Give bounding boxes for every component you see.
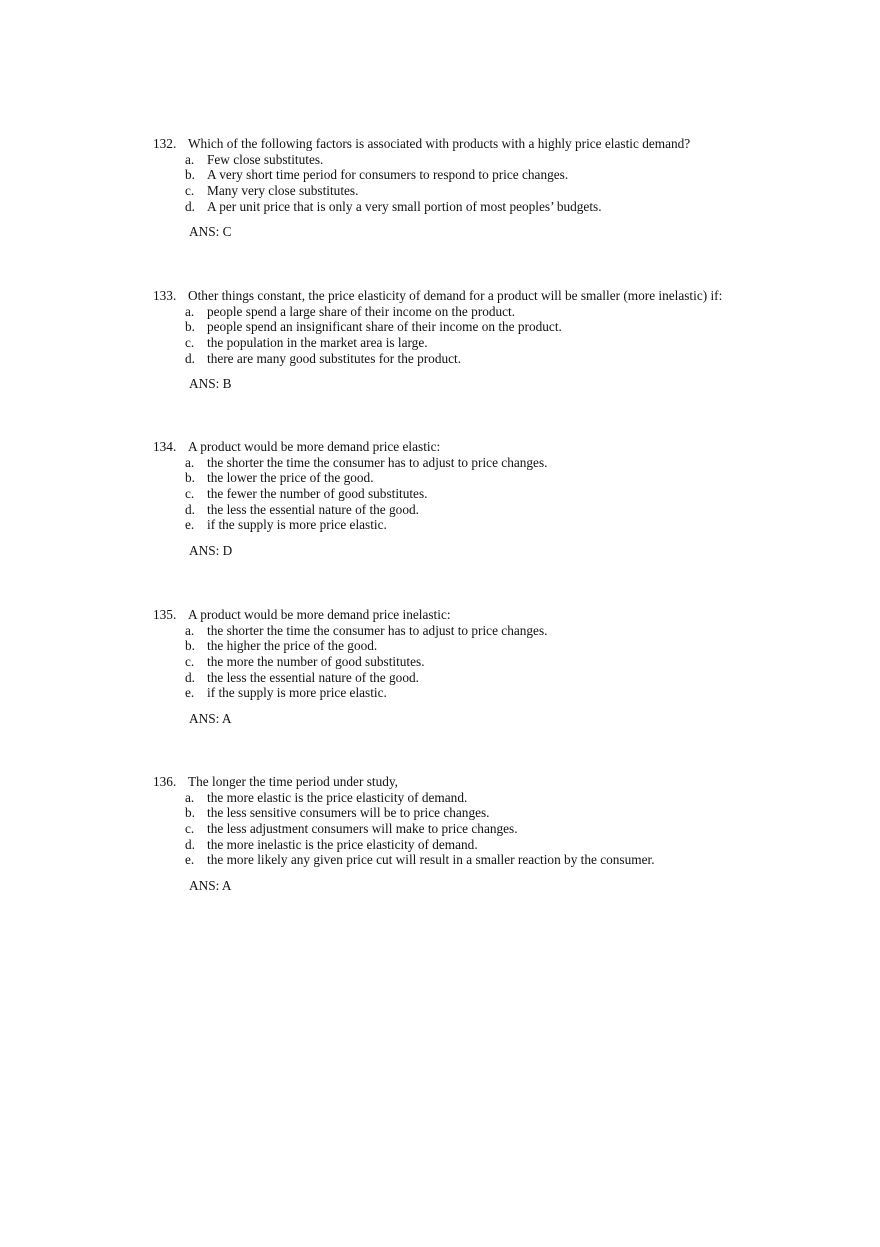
option-letter: d.	[185, 198, 195, 214]
answer-option	[0, 167, 880, 183]
answer-option	[0, 486, 880, 502]
option-text: the less sensitive consumers will be to price changes.	[207, 805, 490, 821]
question-133	[0, 288, 880, 392]
option-letter: a.	[185, 151, 195, 167]
answer-option	[0, 517, 880, 533]
answer-key: ANS: A	[189, 878, 232, 894]
option-letter: a.	[185, 789, 195, 805]
answer-option	[0, 199, 880, 215]
question-stem	[0, 774, 880, 790]
option-letter: e.	[185, 517, 195, 533]
question-stem	[0, 288, 880, 304]
option-text: A very short time period for consumers to respond to price changes.	[207, 167, 569, 183]
option-text: the lower the price of the good.	[207, 470, 374, 486]
option-letter: d.	[185, 836, 195, 852]
question-text: The longer the time period under study,	[188, 774, 398, 789]
answer-option	[0, 152, 880, 168]
option-letter: c.	[185, 486, 195, 502]
option-text: the less the essential nature of the good.	[207, 669, 419, 685]
option-text: A per unit price that is only a very small portion of most peoples’ budgets.	[207, 198, 602, 214]
answer-option	[0, 351, 880, 367]
question-text: Which of the following factors is associated with products with a highly price elastic demand?	[188, 136, 691, 151]
answer-key: ANS: A	[189, 711, 232, 727]
answer-option	[0, 502, 880, 518]
answer-option	[0, 852, 880, 868]
option-letter: a.	[185, 622, 195, 638]
answer-option	[0, 837, 880, 853]
answer-option	[0, 335, 880, 351]
option-text: the less adjustment consumers will make to price changes.	[207, 821, 518, 837]
option-text: the more likely any given price cut will result in a smaller reaction by the consumer.	[207, 852, 655, 868]
question-number: 134.	[153, 439, 177, 454]
option-text: the fewer the number of good substitutes.	[207, 486, 428, 502]
answer-key: ANS: B	[189, 376, 232, 392]
question-stem	[0, 607, 880, 623]
option-letter: b.	[185, 167, 195, 183]
option-text: the higher the price of the good.	[207, 638, 378, 654]
option-text: the population in the market area is large.	[207, 335, 428, 351]
option-letter: c.	[185, 654, 195, 670]
option-text: the shorter the time the consumer has to adjust to price changes.	[207, 454, 548, 470]
answer-option	[0, 654, 880, 670]
option-text: the more the number of good substitutes.	[207, 654, 425, 670]
question-text: A product would be more demand price elastic:	[188, 439, 441, 454]
question-136	[0, 774, 880, 894]
answer-key: ANS: D	[189, 543, 233, 559]
option-letter: b.	[185, 638, 195, 654]
option-text: there are many good substitutes for the product.	[207, 350, 462, 366]
option-letter: a.	[185, 454, 195, 470]
question-stem	[0, 439, 880, 455]
option-letter: c.	[185, 183, 195, 199]
answer-option	[0, 805, 880, 821]
option-letter: b.	[185, 470, 195, 486]
question-134	[0, 439, 880, 559]
answer-option	[0, 623, 880, 639]
option-letter: a.	[185, 303, 195, 319]
question-132	[0, 136, 880, 240]
question-text: Other things constant, the price elasticity of demand for a product will be smaller (more inelastic) if:	[188, 288, 723, 303]
question-number: 135.	[153, 607, 177, 622]
answer-option	[0, 304, 880, 320]
question-text: A product would be more demand price inelastic:	[188, 607, 451, 622]
option-letter: e.	[185, 685, 195, 701]
answer-option	[0, 790, 880, 806]
option-letter: b.	[185, 319, 195, 335]
question-number: 136.	[153, 774, 177, 789]
option-letter: e.	[185, 852, 195, 868]
option-text: the more inelastic is the price elasticity of demand.	[207, 836, 478, 852]
option-text: the shorter the time the consumer has to adjust to price changes.	[207, 622, 548, 638]
option-text: the less the essential nature of the good.	[207, 501, 419, 517]
answer-key: ANS: C	[189, 224, 232, 240]
answer-option	[0, 183, 880, 199]
option-text: the more elastic is the price elasticity of demand.	[207, 789, 468, 805]
option-text: people spend a large share of their income on the product.	[207, 303, 516, 319]
option-letter: d.	[185, 350, 195, 366]
option-text: if the supply is more price elastic.	[207, 517, 387, 533]
option-letter: b.	[185, 805, 195, 821]
option-text: people spend an insignificant share of their income on the product.	[207, 319, 562, 335]
answer-option	[0, 821, 880, 837]
option-text: Few close substitutes.	[207, 151, 324, 167]
option-letter: c.	[185, 821, 195, 837]
answer-option	[0, 638, 880, 654]
question-stem	[0, 136, 880, 152]
question-135	[0, 607, 880, 727]
answer-option	[0, 319, 880, 335]
answer-option	[0, 455, 880, 471]
option-letter: d.	[185, 669, 195, 685]
option-letter: c.	[185, 335, 195, 351]
question-number: 133.	[153, 288, 177, 303]
option-text: Many very close substitutes.	[207, 183, 359, 199]
answer-option	[0, 685, 880, 701]
option-text: if the supply is more price elastic.	[207, 685, 387, 701]
question-number: 132.	[153, 136, 177, 151]
answer-option	[0, 470, 880, 486]
answer-option	[0, 670, 880, 686]
option-letter: d.	[185, 501, 195, 517]
